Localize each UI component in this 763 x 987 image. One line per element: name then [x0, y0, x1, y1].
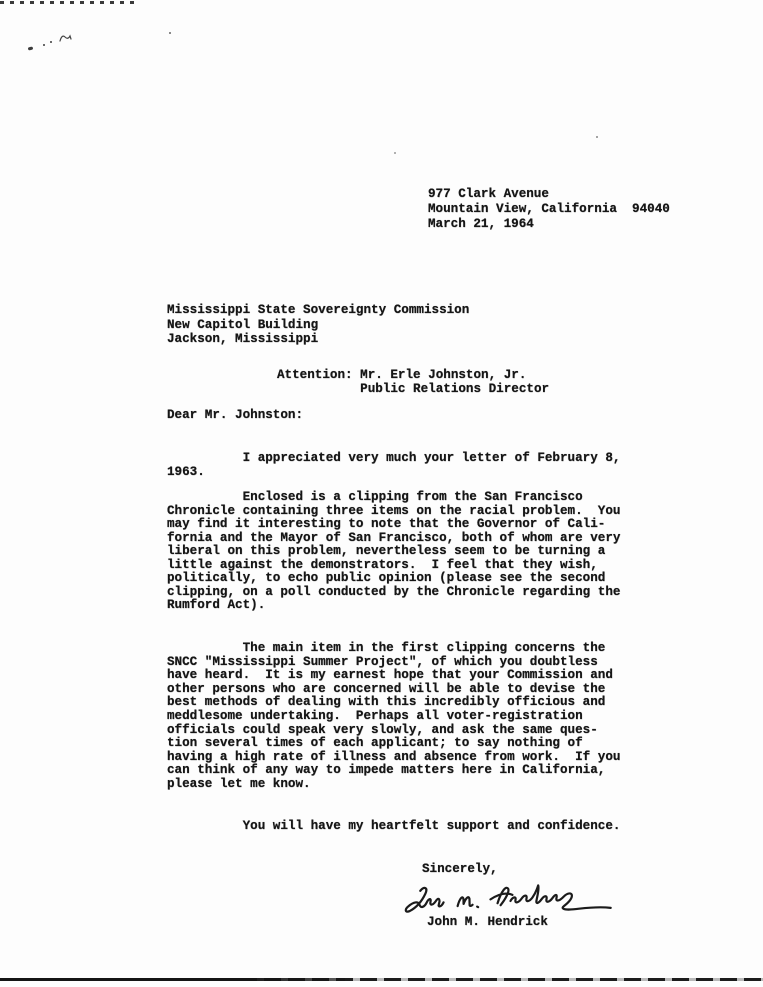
text-line: 977 Clark Avenue	[428, 187, 549, 201]
scan-speck	[50, 41, 52, 43]
text-line: clipping, on a poll conducted by the Chronicle regarding the	[167, 584, 621, 599]
text-line: other persons who are concerned will be able to devise the	[167, 681, 606, 696]
scan-bottom-edge-line-solid	[0, 978, 345, 981]
text-line: Mississippi State Sovereignty Commission	[167, 303, 470, 317]
scan-speck	[394, 152, 396, 154]
scan-speck	[596, 136, 598, 138]
text-line: liberal on this problem, nevertheless seem to be turning a	[167, 544, 606, 558]
text-line: Enclosed is a clipping from the San Francisco	[167, 490, 583, 504]
paragraph-3	[167, 642, 620, 792]
text-line: Public Relations Director	[277, 382, 550, 396]
text-line: SNCC "Mississippi Summer Project", of which you doubtless	[167, 654, 598, 669]
text-line: fornia and the Mayor of San Francisco, both of whom are very	[167, 530, 621, 545]
text-line: best methods of dealing with this incredibly officious and	[167, 695, 606, 710]
attention-block	[277, 368, 549, 396]
scan-top-edge-dashes	[0, 1, 136, 4]
text-line: officials could speak very slowly, and ask the same ques-	[167, 722, 598, 737]
text-line: may find it interesting to note that the Governor of Cali-	[167, 517, 606, 531]
text-line: March 21, 1964	[428, 217, 534, 231]
text-line: can think of any way to impede matters here in California,	[167, 763, 606, 778]
text-line: Rumford Act).	[167, 598, 266, 612]
text-line: Attention: Mr. Erle Johnston, Jr.	[277, 368, 527, 382]
paragraph-4	[167, 820, 620, 834]
text-line: The main item in the first clipping concerns the	[167, 641, 606, 655]
text-line: New Capitol Building	[167, 317, 319, 332]
text-line: politically, to echo public opinion (please see the second	[167, 571, 606, 585]
paragraph-1	[167, 451, 620, 479]
text-line: 1963.	[167, 465, 205, 479]
scan-mark	[28, 46, 34, 50]
text-line: I appreciated very much your letter of February 8,	[167, 451, 621, 465]
typed-signature-name: John M. Hendrick	[427, 915, 548, 929]
text-line: having a high rate of illness and absence from work. If you	[167, 749, 621, 764]
text-line: little against the demonstrators. I feel that they wish,	[167, 557, 598, 572]
paragraph-2	[167, 491, 620, 613]
scan-speck	[43, 44, 45, 46]
text-line: Jackson, Mississippi	[167, 332, 319, 347]
scan-speck	[169, 32, 171, 34]
salutation: Dear Mr. Johnston:	[167, 408, 304, 422]
text-line: Mountain View, California 94040	[428, 202, 670, 216]
text-line: please let me know.	[167, 776, 311, 791]
text-line: tion several times of each applicant; to say nothing of	[167, 736, 583, 751]
text-line: Chronicle containing three items on the racial problem. You	[167, 503, 621, 518]
sender-address-block	[428, 187, 670, 232]
recipient-address-block	[167, 303, 469, 347]
text-line: have heard. It is my earnest hope that your Commission and	[167, 668, 613, 683]
closing-sincerely: Sincerely,	[422, 862, 498, 876]
text-line: You will have my heartfelt support and confidence.	[167, 819, 621, 833]
text-line: meddlesome undertaking. Perhaps all voter-registration	[167, 708, 583, 723]
scan-squiggle-mark	[59, 33, 72, 43]
